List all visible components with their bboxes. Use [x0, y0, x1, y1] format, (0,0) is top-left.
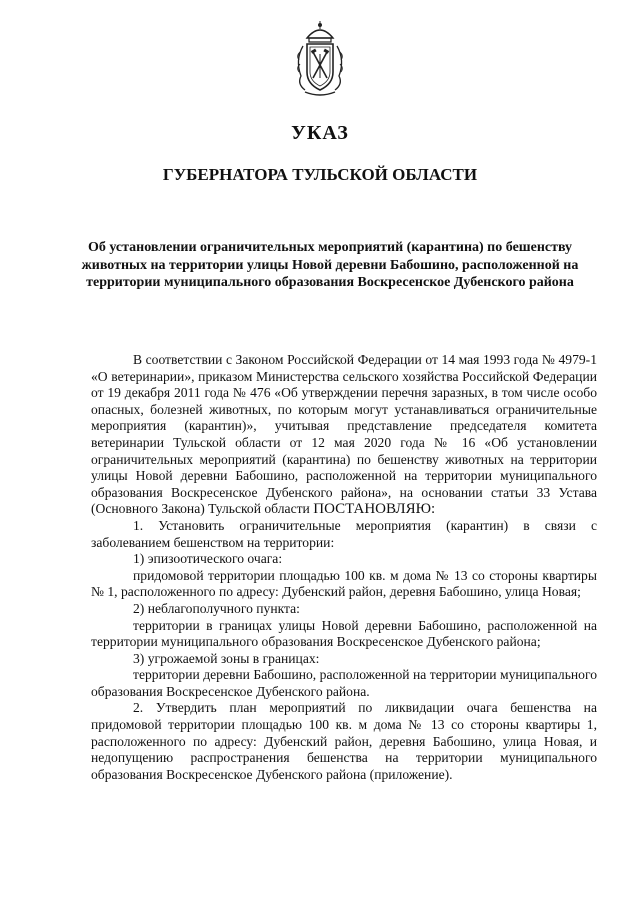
item-paragraph: 2) неблагополучного пункта:	[133, 600, 300, 616]
item-paragraph: 1. Установить ограничительные мероприятия (карантин) в связи с заболеванием бешенством на территории:	[91, 517, 597, 550]
preamble-text: В соответствии с Законом Российской Федерации от 14 мая 1993 года № 4979-1 «О ветеринарии», приказом Министерства сельского хозяйства Российской Федерации от 19 декабря 2011 года № 476 «Об утверждении перечня заразных, в том числе особо опасных, болезней животных, по которым могут устанавливаться ограничительные мероприятия (карантин)», учитывая представление председателя комитета ветеринарии Тульской области от 12 мая 2020 года № 16 «Об установлении ограничительных мероприятий (карантина) по бешенству животных на территории улицы Новой деревни Бабошино, расположенной на территории муниципального образования Воскресенское Дубенского района», на основании статьи 33 Устава (Основного Закона) Тульской области	[91, 352, 597, 517]
item-paragraph: 2. Утвердить план мероприятий по ликвидации очага бешенства на придомовой территории площадью 100 кв. м дома № 13 со стороны квартиры 1, расположенного по адресу: Дубенский район, деревня Бабошино, улица Новая, и недопущению распространения бешенства на территории муниципального образования Воскресенское Дубенского района (приложение).	[91, 700, 597, 782]
item-paragraph: придомовой территории площадью 100 кв. м дома № 13 со стороны квартиры № 1, расположенного по адресу: Дубенский район, деревня Бабошино, улица Новая;	[91, 567, 597, 600]
document-body	[91, 352, 597, 783]
coat-of-arms-icon	[293, 20, 347, 98]
decree-word: ПОСТАНОВЛЯЮ:	[313, 501, 436, 518]
document-subtitle: ГУБЕРНАТОРА ТУЛЬСКОЙ ОБЛАСТИ	[162, 165, 478, 184]
item-paragraph: 3) угрожаемой зоны в границах:	[133, 650, 320, 666]
item-paragraph: территории в границах улицы Новой деревни Бабошино, расположенной на территории муниципального образования Воскресенское Дубенского района;	[91, 617, 597, 650]
preamble-paragraph	[91, 352, 597, 518]
document-title: УКАЗ	[291, 122, 349, 144]
item-paragraph: 1) эпизоотического очага:	[133, 551, 283, 567]
document-subject: Об установлении ограничительных мероприятий (карантина) по бешенству животных на территории улицы Новой деревни Бабошино, расположенной на территории муниципального образования Воскресенское Дубенского района	[81, 240, 579, 290]
item-paragraph: территории деревни Бабошино, расположенной на территории муниципального образования Воскресенское Дубенского района.	[91, 667, 597, 699]
